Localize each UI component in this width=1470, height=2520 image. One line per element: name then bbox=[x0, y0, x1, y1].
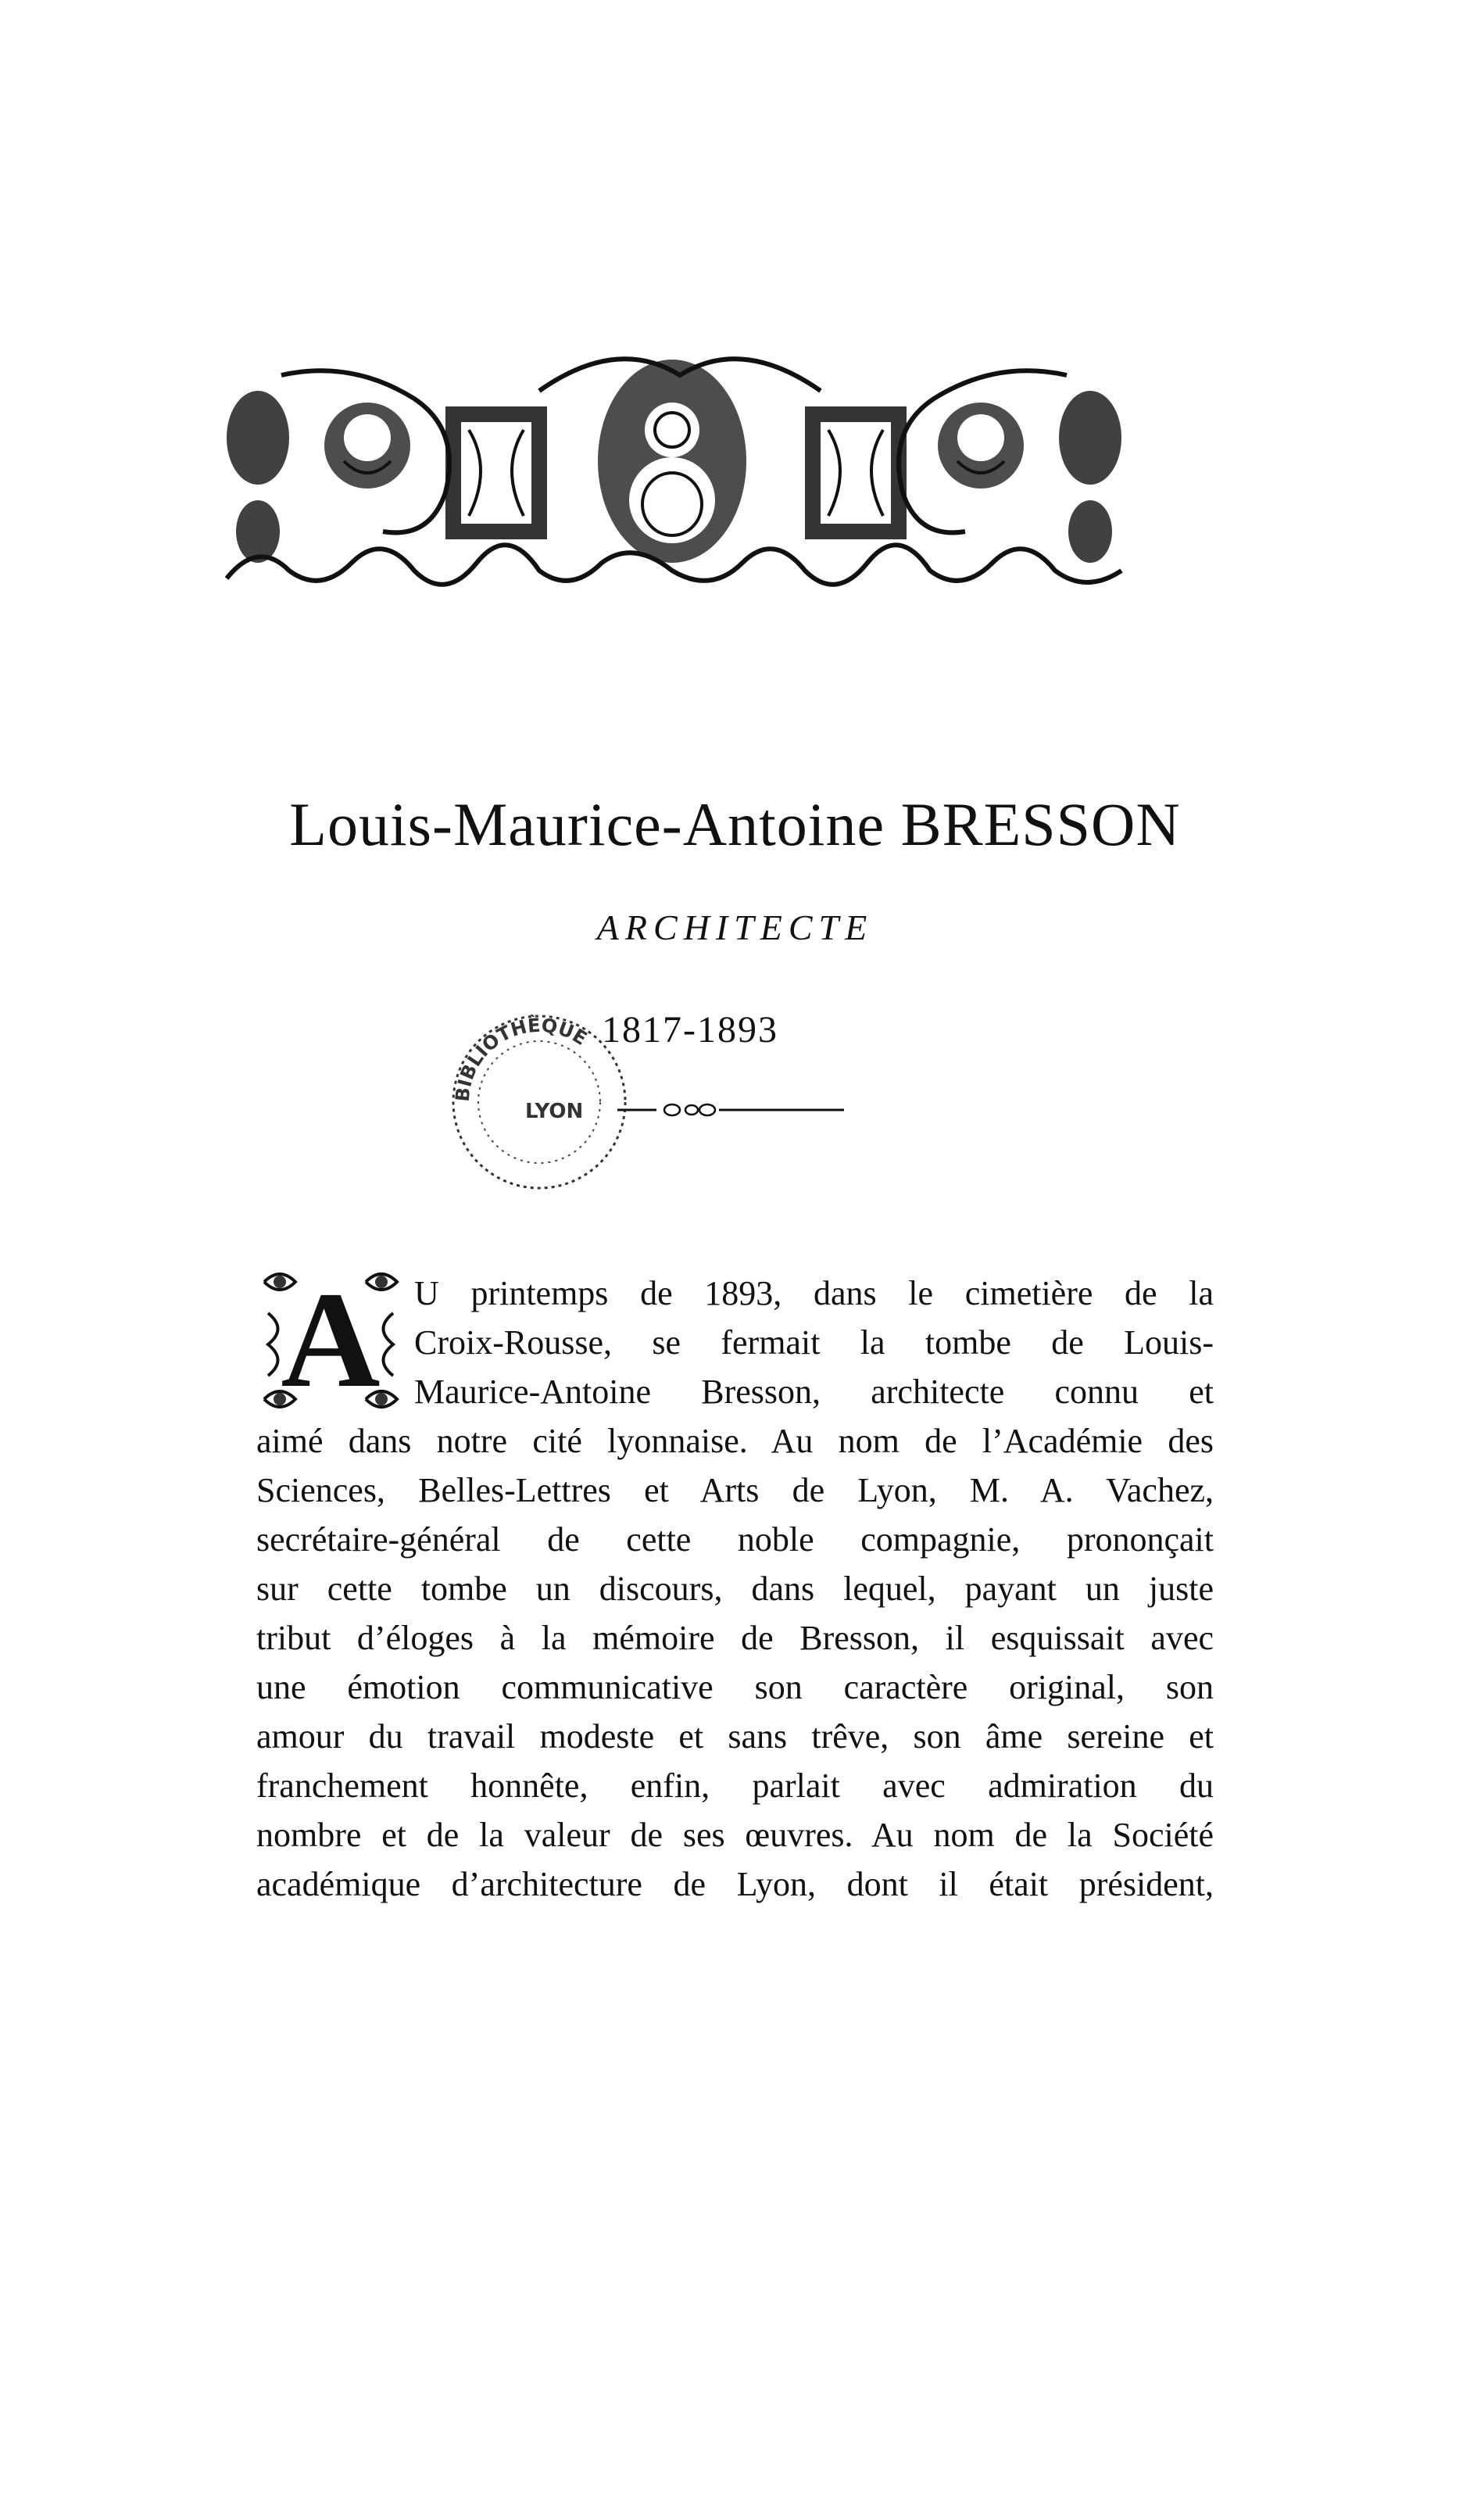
paragraph-line: Maurice-Antoine Bresson, architecte connu et bbox=[414, 1373, 1214, 1411]
drop-cap bbox=[256, 1266, 405, 1415]
paragraph-line: nombre et de la valeur de ses œuvres. Au nom de la Société bbox=[256, 1816, 1214, 1854]
paragraph-line: une émotion communicative son caractère original, son bbox=[256, 1668, 1214, 1706]
stamp-city-text: LYON bbox=[525, 1100, 584, 1123]
paragraph-line: franchement honnête, enfin, parlait avec admiration du bbox=[256, 1767, 1214, 1805]
ornamental-headpiece bbox=[211, 344, 1137, 594]
paragraph-line: secrétaire-général de cette noble compagnie, prononçait bbox=[256, 1520, 1214, 1559]
page-subtitle: ARCHITECTE bbox=[596, 907, 874, 947]
stamp-top-text: BIBLIOTHÈQUE bbox=[451, 1014, 592, 1103]
paragraph-line: Sciences, Belles-Lettres et Arts de Lyon, M. A. Vachez, bbox=[256, 1471, 1214, 1509]
drop-cap-letter: A bbox=[281, 1264, 381, 1416]
paragraph-line: amour du travail modeste et sans trêve, son âme sereine et bbox=[256, 1717, 1214, 1756]
svg-text:BIBLIOTHÈQUE bbox=[452, 1014, 591, 1103]
paragraph-line: académique d’architecture de Lyon, dont il était président, bbox=[256, 1865, 1214, 1903]
decorative-rule bbox=[438, 1094, 875, 1126]
life-dates: 1817-1893 bbox=[602, 1009, 778, 1051]
paragraph-line: Croix-Rousse, se fermait la tombe de Louis- bbox=[414, 1323, 1214, 1362]
paragraph-line: U printemps de 1893, dans le cimetière de la bbox=[414, 1274, 1214, 1312]
paragraph-line: tribut d’éloges à la mémoire de Bresson, il esquissait avec bbox=[256, 1619, 1214, 1657]
paragraph-line: aimé dans notre cité lyonnaise. Au nom de l’Académie des bbox=[256, 1422, 1214, 1460]
paragraph-line: sur cette tombe un discours, dans lequel, payant un juste bbox=[256, 1570, 1214, 1608]
page-title: Louis-Maurice-Antoine BRESSON bbox=[289, 790, 1181, 858]
